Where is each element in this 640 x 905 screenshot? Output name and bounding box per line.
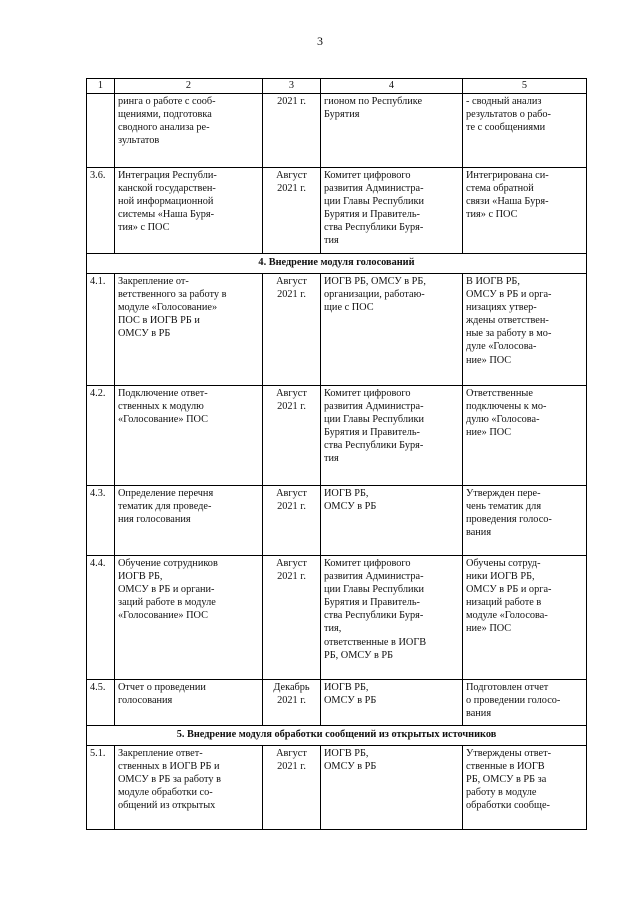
item-executor-line: организации, работаю- bbox=[324, 289, 425, 301]
item-description-line: ственных в ИОГВ РБ и bbox=[118, 761, 220, 773]
item-number: 4.5. bbox=[87, 680, 115, 726]
section-title: 4. Внедрение модуля голосований bbox=[87, 254, 587, 274]
item-description-line: модуле «Голосование» bbox=[118, 302, 218, 314]
item-deadline bbox=[263, 746, 321, 830]
item-result-line: ние» ПОС bbox=[466, 354, 512, 366]
item-executor-line: ции Главы Республики bbox=[324, 414, 425, 426]
item-description-line: ОМСУ в РБ за работу в bbox=[118, 774, 221, 786]
item-result-line: Утвержден пере- bbox=[466, 488, 541, 499]
item-deadline bbox=[263, 556, 321, 680]
item-description-line: «Голосование» ПОС bbox=[118, 414, 208, 426]
item-description bbox=[115, 386, 263, 486]
item-result-line: модуле «Голосова- bbox=[466, 610, 548, 622]
item-executor-line: ИОГВ РБ, bbox=[324, 748, 369, 759]
item-description bbox=[115, 556, 263, 680]
item-deadline bbox=[263, 486, 321, 556]
table-row bbox=[87, 274, 587, 386]
item-executor-line: ОМСУ в РБ bbox=[324, 501, 377, 513]
item-deadline bbox=[263, 274, 321, 386]
item-description-line: ПОС в ИОГВ РБ и bbox=[118, 315, 200, 327]
item-result-line: стема обратной bbox=[466, 183, 534, 195]
item-executor-line: развития Администра- bbox=[324, 401, 424, 413]
item-description-line: тематик для проведе- bbox=[118, 501, 212, 513]
item-executor bbox=[321, 274, 463, 386]
item-deadline-line: 2021 г. bbox=[277, 695, 306, 707]
item-executor-line: гионом по Республике bbox=[324, 96, 423, 107]
item-result-line: Подготовлен отчет bbox=[466, 682, 549, 693]
item-result-line: низаций работе в bbox=[466, 597, 542, 609]
item-result bbox=[463, 386, 587, 486]
item-executor-line: Комитет цифрового bbox=[324, 170, 411, 181]
item-number: 4.2. bbox=[87, 386, 115, 486]
item-description-line: ОМСУ в РБ bbox=[118, 328, 171, 340]
item-result-line: результатов о рабо- bbox=[466, 109, 551, 121]
item-description-line: ной информационной bbox=[118, 196, 214, 208]
item-result-line: те с сообщениями bbox=[466, 122, 546, 134]
item-description-line: Закрепление ответ- bbox=[118, 748, 203, 759]
item-result-line: Утверждены ответ- bbox=[466, 748, 552, 759]
item-executor-line: тия, bbox=[324, 623, 342, 635]
item-result-line: чень тематик для bbox=[466, 501, 542, 513]
column-header: 4 bbox=[321, 79, 463, 94]
page-number: 3 bbox=[317, 34, 323, 48]
item-executor-line: развития Администра- bbox=[324, 571, 424, 583]
item-deadline-line: 2021 г. bbox=[277, 501, 306, 513]
item-executor-line: Бурятия и Правитель- bbox=[324, 209, 420, 221]
plan-table-body bbox=[87, 79, 587, 830]
item-deadline-line: 2021 г. bbox=[277, 401, 306, 413]
item-result-line: проведения голосо- bbox=[466, 514, 552, 526]
item-deadline bbox=[263, 680, 321, 726]
item-result-line: - сводный анализ bbox=[466, 96, 542, 107]
item-result-line: низациях утвер- bbox=[466, 302, 537, 314]
item-result-line: ние» ПОС bbox=[466, 427, 512, 439]
item-deadline-line: Август bbox=[276, 388, 307, 399]
item-description bbox=[115, 274, 263, 386]
item-result-line: ники ИОГВ РБ, bbox=[466, 571, 535, 583]
item-description-line: ния голосования bbox=[118, 514, 191, 526]
item-description-line: тия» с ПОС bbox=[118, 222, 170, 234]
item-result-line: В ИОГВ РБ, bbox=[466, 276, 520, 287]
item-result bbox=[463, 94, 587, 168]
item-executor bbox=[321, 386, 463, 486]
item-description-line: щениями, подготовка bbox=[118, 109, 212, 121]
item-result-line: связи «Наша Буря- bbox=[466, 196, 549, 208]
item-description-line: ветственного за работу в bbox=[118, 289, 227, 301]
item-deadline bbox=[263, 386, 321, 486]
table-row bbox=[87, 168, 587, 254]
item-result bbox=[463, 680, 587, 726]
item-executor-line: ОМСУ в РБ bbox=[324, 695, 377, 707]
item-result bbox=[463, 168, 587, 254]
item-result-line: подключены к мо- bbox=[466, 401, 547, 413]
column-header: 2 bbox=[115, 79, 263, 94]
item-deadline-line: Август bbox=[276, 170, 307, 181]
item-description-line: ственных к модулю bbox=[118, 401, 204, 413]
item-executor bbox=[321, 168, 463, 254]
table-row bbox=[87, 746, 587, 830]
item-executor-line: ства Республики Буря- bbox=[324, 222, 424, 234]
item-executor bbox=[321, 556, 463, 680]
item-result-line: тия» с ПОС bbox=[466, 209, 518, 221]
item-deadline-line: Август bbox=[276, 748, 307, 759]
item-result-line: ственные в ИОГВ bbox=[466, 761, 545, 773]
item-deadline-line: 2021 г. bbox=[277, 183, 306, 195]
item-description-line: Интеграция Республи- bbox=[118, 170, 217, 181]
item-executor-line: ИОГВ РБ, ОМСУ в РБ, bbox=[324, 276, 426, 287]
item-executor-line: Комитет цифрового bbox=[324, 388, 411, 399]
item-result-line: дуле «Голосова- bbox=[466, 341, 537, 353]
item-description bbox=[115, 746, 263, 830]
item-result-line: ждены ответствен- bbox=[466, 315, 549, 327]
column-header: 5 bbox=[463, 79, 587, 94]
table-row bbox=[87, 556, 587, 680]
item-description-line: сводного анализа ре- bbox=[118, 122, 210, 134]
table-row bbox=[87, 486, 587, 556]
item-deadline-line: Август bbox=[276, 276, 307, 287]
item-description-line: системы «Наша Буря- bbox=[118, 209, 215, 221]
item-description-line: ринга о работе с сооб- bbox=[118, 96, 216, 107]
item-executor bbox=[321, 486, 463, 556]
item-executor bbox=[321, 680, 463, 726]
column-header: 3 bbox=[263, 79, 321, 94]
item-description-line: ОМСУ в РБ и органи- bbox=[118, 584, 215, 596]
item-executor bbox=[321, 746, 463, 830]
item-description-line: Отчет о проведении bbox=[118, 682, 206, 693]
item-description-line: заций работе в модуле bbox=[118, 597, 216, 609]
item-executor-line: тия bbox=[324, 235, 339, 247]
item-description bbox=[115, 486, 263, 556]
item-result bbox=[463, 746, 587, 830]
item-description-line: «Голосование» ПОС bbox=[118, 610, 208, 622]
column-header-row bbox=[87, 79, 587, 94]
item-result bbox=[463, 556, 587, 680]
item-executor-line: ции Главы Республики bbox=[324, 584, 425, 596]
item-result-line: Ответственные bbox=[466, 388, 533, 399]
item-executor-line: Бурятия и Правитель- bbox=[324, 427, 420, 439]
item-executor-line: Бурятия и Правитель- bbox=[324, 597, 420, 609]
section-heading-row bbox=[87, 254, 587, 274]
item-executor-line: ответственные в ИОГВ bbox=[324, 636, 427, 648]
item-description-line: Подключение ответ- bbox=[118, 388, 208, 399]
item-executor-line: ИОГВ РБ, bbox=[324, 488, 369, 499]
item-number: 4.4. bbox=[87, 556, 115, 680]
table-row bbox=[87, 680, 587, 726]
item-number: 5.1. bbox=[87, 746, 115, 830]
section-title: 5. Внедрение модуля обработки сообщений из открытых источников bbox=[87, 726, 587, 746]
item-deadline-line: 2021 г. bbox=[277, 96, 306, 107]
section-heading-row bbox=[87, 726, 587, 746]
item-result-line: РБ, ОМСУ в РБ за bbox=[466, 774, 547, 786]
plan-table bbox=[86, 78, 587, 830]
item-description-line: модуле обработки со- bbox=[118, 787, 213, 799]
item-result-line: обработки сообще- bbox=[466, 800, 550, 812]
item-description-line: Обучение сотрудников bbox=[118, 558, 218, 569]
item-deadline bbox=[263, 168, 321, 254]
item-number: 4.3. bbox=[87, 486, 115, 556]
item-number: 3.6. bbox=[87, 168, 115, 254]
item-executor-line: Комитет цифрового bbox=[324, 558, 411, 569]
item-deadline-line: 2021 г. bbox=[277, 289, 306, 301]
item-executor-line: щие с ПОС bbox=[324, 302, 374, 314]
item-executor-line: Бурятия bbox=[324, 109, 360, 121]
item-result-line: Обучены сотруд- bbox=[466, 558, 541, 569]
item-result-line: ние» ПОС bbox=[466, 623, 512, 635]
item-executor-line: ОМСУ в РБ bbox=[324, 761, 377, 773]
item-deadline-line: Декабрь bbox=[273, 682, 310, 693]
item-result-line: ОМСУ в РБ и орга- bbox=[466, 584, 552, 596]
item-result-line: Интегрирована си- bbox=[466, 170, 549, 181]
item-executor bbox=[321, 94, 463, 168]
item-deadline-line: Август bbox=[276, 558, 307, 569]
item-executor-line: развития Администра- bbox=[324, 183, 424, 195]
item-deadline bbox=[263, 94, 321, 168]
item-number bbox=[87, 94, 115, 168]
item-result-line: вания bbox=[466, 527, 492, 539]
item-result-line: ные за работу в мо- bbox=[466, 328, 552, 340]
item-result-line: ОМСУ в РБ и орга- bbox=[466, 289, 552, 301]
item-executor-line: ции Главы Республики bbox=[324, 196, 425, 208]
item-executor-line: тия bbox=[324, 453, 339, 465]
item-description bbox=[115, 680, 263, 726]
item-deadline-line: 2021 г. bbox=[277, 761, 306, 773]
column-header: 1 bbox=[87, 79, 115, 94]
item-description-line: канской государствен- bbox=[118, 183, 216, 195]
item-executor-line: ства Республики Буря- bbox=[324, 440, 424, 452]
item-description-line: общений из открытых bbox=[118, 800, 216, 812]
item-description-line: зультатов bbox=[118, 135, 160, 147]
item-result-line: о проведении голосо- bbox=[466, 695, 561, 707]
item-description-line: Закрепление от- bbox=[118, 276, 189, 287]
item-executor-line: ства Республики Буря- bbox=[324, 610, 424, 622]
item-executor-line: ИОГВ РБ, bbox=[324, 682, 369, 693]
table-row bbox=[87, 386, 587, 486]
item-number: 4.1. bbox=[87, 274, 115, 386]
table-row bbox=[87, 94, 587, 168]
item-result-line: дулю «Голосова- bbox=[466, 414, 540, 426]
item-result-line: вания bbox=[466, 708, 492, 720]
item-description bbox=[115, 94, 263, 168]
item-deadline-line: 2021 г. bbox=[277, 571, 306, 583]
item-result bbox=[463, 486, 587, 556]
item-deadline-line: Август bbox=[276, 488, 307, 499]
item-description bbox=[115, 168, 263, 254]
item-result-line: работу в модуле bbox=[466, 787, 537, 799]
item-description-line: голосования bbox=[118, 695, 173, 707]
item-description-line: ИОГВ РБ, bbox=[118, 571, 163, 583]
item-result bbox=[463, 274, 587, 386]
item-description-line: Определение перечня bbox=[118, 488, 214, 499]
item-executor-line: РБ, ОМСУ в РБ bbox=[324, 649, 394, 661]
